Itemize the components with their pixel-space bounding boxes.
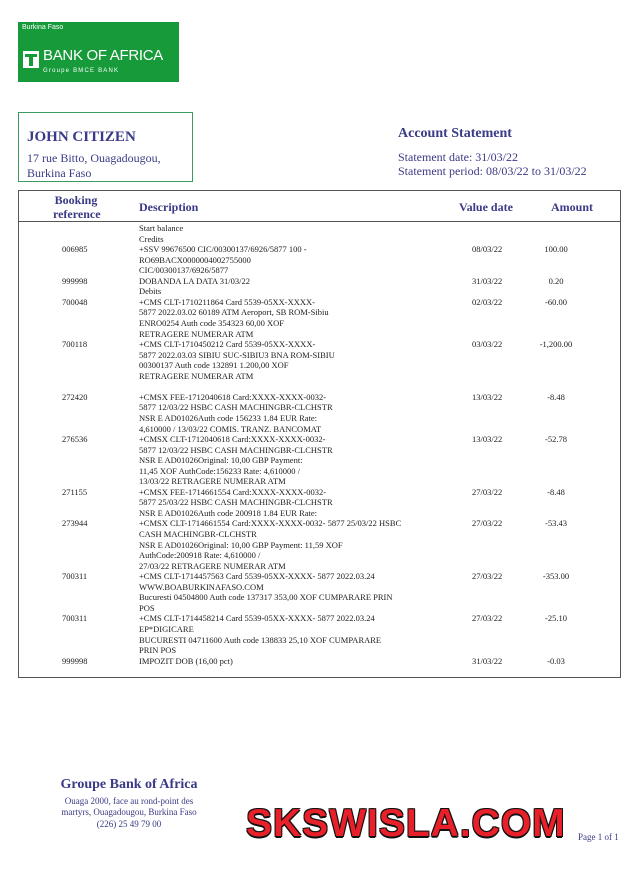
value-date: 13/03/22 <box>472 391 503 402</box>
description-line: NSR E AD01026Auth code 200918 1.84 EUR Rate: <box>139 507 318 518</box>
description-line: Credits <box>139 233 164 244</box>
amount: -60.00 <box>545 296 567 307</box>
booking-ref: 999998 <box>62 275 88 286</box>
description-line: NSR E AD01026Original: 10,00 GBP Payment: <box>139 455 303 466</box>
description-line: +CMS CLT-1714458214 Card 5539-05XX-XXXX- 5877 2022.03.24 <box>139 613 375 624</box>
booking-ref: 273944 <box>62 518 88 529</box>
description-line: 13/03/22 RETRAGERE NUMERAR ATM <box>139 476 286 487</box>
value-date: 08/03/22 <box>472 244 503 255</box>
booking-ref: 700048 <box>62 296 88 307</box>
logo-group: Groupe BMCE BANK <box>43 68 120 74</box>
watermark: SKSWISLA.COM <box>246 802 566 845</box>
description-line: +CMSX FEE-1714661554 Card:XXXX-XXXX-0032- <box>139 486 327 497</box>
description-line: Debits <box>139 286 162 297</box>
booking-ref: 700311 <box>62 571 88 582</box>
header-booking-ref <box>53 193 99 221</box>
description-line: +CMSX FEE-1712040618 Card:XXXX-XXXX-0032- <box>139 391 327 402</box>
amount: -353.00 <box>542 571 570 582</box>
booking-ref: 006985 <box>62 244 88 255</box>
description-line: RETRAGERE NUMERAR ATM <box>139 370 254 381</box>
header-value-date: Value date <box>459 200 513 214</box>
amount: -1,200.00 <box>539 339 573 349</box>
value-date: 31/03/22 <box>472 275 503 286</box>
value-date: 27/03/22 <box>472 518 503 529</box>
amount: -53.43 <box>545 518 567 529</box>
amount: -25.10 <box>545 613 567 624</box>
statement-date: Statement date: 31/03/22 <box>398 150 518 164</box>
value-date: 13/03/22 <box>472 434 503 444</box>
logo-country: Burkina Faso <box>22 24 64 31</box>
amount: -52.78 <box>545 434 567 444</box>
customer-address-box <box>18 112 193 182</box>
description-line: +CMS CLT-1714457563 Card 5539-05XX-XXXX- 5877 2022.03.24 <box>139 571 375 582</box>
description-line: Start balance <box>139 223 184 233</box>
description-line: RO69BACX0000004002755000 <box>139 254 251 265</box>
description-line: 5877 12/03/22 HSBC CASH MACHINGBR-CLCHSTR <box>139 444 333 455</box>
description-line: 00300137 Auth code 132891 1.200,00 XOF <box>139 360 289 371</box>
description-line: 4,610000 / 13/03/22 COMIS. TRANZ. BANCOMAT <box>139 423 322 434</box>
description-line: DOBANDA LA DATA 31/03/22 <box>139 275 251 286</box>
description-line: 5877 2022.03.03 SIBIU SUC-SIBIU3 BNA ROM-SIBIU <box>139 349 335 360</box>
description-line: 27/03/22 RETRAGERE NUMERAR ATM <box>139 560 286 571</box>
value-date: 02/03/22 <box>472 296 503 307</box>
value-date: 03/03/22 <box>472 339 503 349</box>
customer-address-line2: Burkina Faso <box>27 166 92 180</box>
description-line: +CMS CLT-1710450212 Card 5539-05XX-XXXX- <box>139 339 316 349</box>
description-line: +CMSX CLT-1714661554 Card:XXXX-XXXX-0032- 5877 25/03/22 HSBC <box>139 518 402 529</box>
description-line: ENRO0254 Auth code 354323 60,00 XOF <box>139 317 284 328</box>
footer-title: Groupe Bank of Africa <box>60 777 198 792</box>
description-line: IMPOZIT DOB (16,00 pct) <box>139 655 233 666</box>
value-date: 31/03/22 <box>472 655 503 666</box>
amount: -8.48 <box>547 391 565 402</box>
description-line: +SSV 99676500 CIC/00300137/6926/5877 100 - <box>139 244 307 255</box>
booking-ref: 271155 <box>62 486 88 497</box>
footer-address-line1: Ouaga 2000, face au rond-point des <box>64 796 194 806</box>
statement-period: Statement period: 08/03/22 to 31/03/22 <box>398 164 587 178</box>
statement-title: Account Statement <box>398 126 512 141</box>
header-description: Description <box>139 200 199 214</box>
header-ref-line2: reference <box>53 207 101 221</box>
transactions-table <box>18 190 621 678</box>
booking-ref: 700311 <box>62 613 88 624</box>
customer-address-line1: 17 rue Bitto, Ouagadougou, <box>27 151 161 165</box>
booking-ref: 700118 <box>62 339 88 349</box>
footer-address-line2: martyrs, Ouagadougou, Burkina Faso <box>61 807 197 817</box>
customer-name: JOHN CITIZEN <box>27 129 136 145</box>
description-line: +CMSX CLT-1712040618 Card:XXXX-XXXX-0032- <box>139 434 326 444</box>
boa-mark-icon <box>23 51 39 68</box>
description-line: NSR E AD01026Original: 10,00 GBP Payment: 11,59 XOF <box>139 539 343 550</box>
value-date: 27/03/22 <box>472 571 503 582</box>
header-amount: Amount <box>551 200 594 214</box>
footer-phone: (226) 25 49 79 00 <box>96 819 162 829</box>
amount: 0.20 <box>548 275 564 286</box>
booking-ref: 276536 <box>62 434 88 444</box>
header-divider <box>19 221 620 222</box>
description-line: WWW.BOABURKINAFASO.COM <box>139 581 264 592</box>
description-line: CIC/00300137/6926/5877 <box>139 265 229 276</box>
amount: 100.00 <box>544 244 568 255</box>
bank-logo <box>18 22 179 82</box>
page-number: Page 1 of 1 <box>578 832 619 842</box>
description-line: EP*DIGICARE <box>139 623 194 634</box>
value-date: 27/03/22 <box>472 613 503 624</box>
description-line: AuthCode:200918 Rate: 4,610000 / <box>139 550 261 561</box>
value-date: 27/03/22 <box>472 486 503 497</box>
amount: -8.48 <box>547 486 565 497</box>
description-line: CASH MACHINGBR-CLCHSTR <box>139 529 257 539</box>
description-line: RETRAGERE NUMERAR ATM <box>139 328 254 339</box>
description-line: BUCURESTI 04711600 Auth code 138833 25,10 XOF CUMPARARE <box>139 634 382 645</box>
description-line: 5877 25/03/22 HSBC CASH MACHINGBR-CLCHSTR <box>139 497 333 508</box>
description-line: +CMS CLT-1710211864 Card 5539-05XX-XXXX- <box>139 296 315 307</box>
description-line: 5877 2022.03.02 60189 ATM Aeroport, SB ROM-Sibiu <box>139 307 329 318</box>
description-line: NSR E AD01026Auth code 156233 1.84 EUR Rate: <box>139 412 318 423</box>
logo-bank-name: BANK OF AFRICA <box>43 47 163 64</box>
description-line: 5877 12/03/22 HSBC CASH MACHINGBR-CLCHSTR <box>139 402 333 413</box>
description-line: PRIN POS <box>139 645 177 655</box>
amount: -0.03 <box>547 655 565 666</box>
description-line: Bucuresti 04504800 Auth code 137317 353,00 XOF CUMPARARE PRIN <box>139 592 393 603</box>
description-line: POS <box>139 602 155 613</box>
header-ref-line1: Booking <box>54 193 98 207</box>
description-line: 11,45 XOF AuthCode:156233 Rate: 4,610000 / <box>139 465 300 476</box>
booking-ref: 999998 <box>62 655 88 666</box>
booking-ref: 272420 <box>62 391 88 402</box>
